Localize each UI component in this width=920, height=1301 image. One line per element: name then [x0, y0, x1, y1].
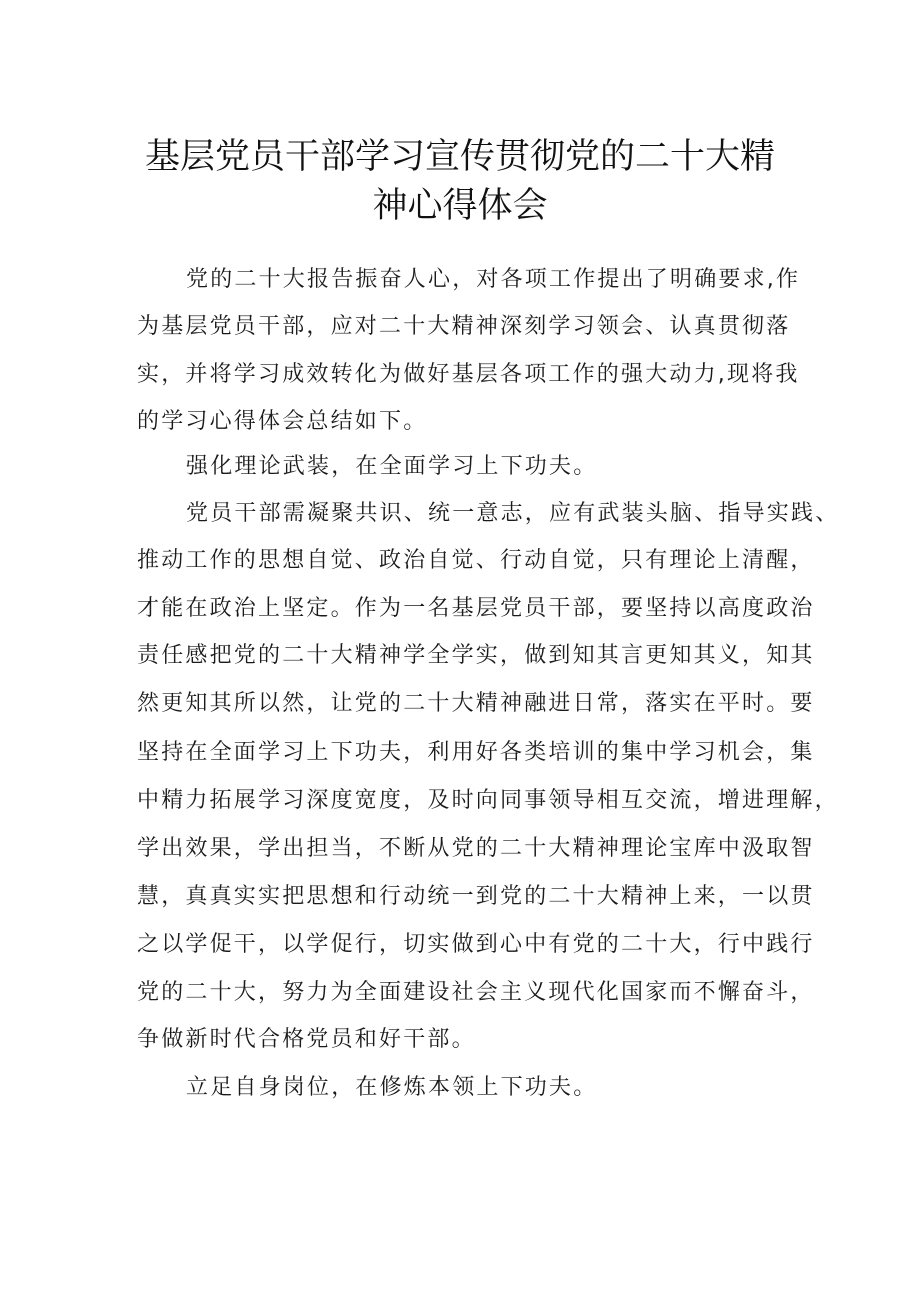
text-line: 推动工作的思想自觉、政治自觉、行动自觉，只有理论上清醒， — [137, 548, 815, 573]
text-line: 学出效果，学出担当，不断从党的二十大精神理论宝库中汲取智 — [137, 836, 815, 861]
document-title-line-1: 基层党员干部学习宣传贯彻党的二十大精 — [144, 137, 775, 177]
text-line: 党的二十大报告振奋人心，对各项工作提出了明确要求,作 — [186, 267, 801, 292]
text-line: 的学习心得体会总结如下。 — [137, 409, 428, 434]
text-line: 坚持在全面学习上下功夫，利用好各类培训的集中学习机会，集 — [137, 740, 815, 765]
text-line: 党员干部需凝聚共识、统一意志，应有武装头脑、指导实践、 — [186, 501, 840, 526]
text-line: 然更知其所以然，让党的二十大精神融进日常，落实在平时。要 — [137, 691, 815, 716]
text-line: 实，并将学习成效转化为做好基层各项工作的强大动力,现将我 — [137, 362, 800, 387]
text-line: 慧，真真实实把思想和行动统一到党的二十大精神上来，一以贯 — [137, 884, 815, 909]
text-line: 中精力拓展学习深度宽度，及时向同事领导相互交流，增进理解， — [137, 788, 839, 813]
section-heading-text: 立足自身岗位，在修炼本领上下功夫。 — [186, 1075, 598, 1100]
text-line: 为基层党员干部，应对二十大精神深刻学习领会、认真贯彻落 — [137, 314, 791, 339]
text-line: 党的二十大，努力为全面建设社会主义现代化国家而不懈奋斗， — [137, 980, 815, 1005]
text-line: 才能在政治上坚定。作为一名基层党员干部，要坚持以高度政治 — [137, 596, 815, 621]
text-line: 之以学促干，以学促行，切实做到心中有党的二十大，行中践行 — [137, 932, 815, 957]
text-line: 争做新时代合格党员和好干部。 — [137, 1027, 476, 1052]
document-title-line-2: 神心得体会 — [372, 186, 548, 226]
text-line: 责任感把党的二十大精神学全学实，做到知其言更知其义，知其 — [137, 643, 815, 668]
section-heading-text: 强化理论武装，在全面学习上下功夫。 — [186, 454, 598, 479]
